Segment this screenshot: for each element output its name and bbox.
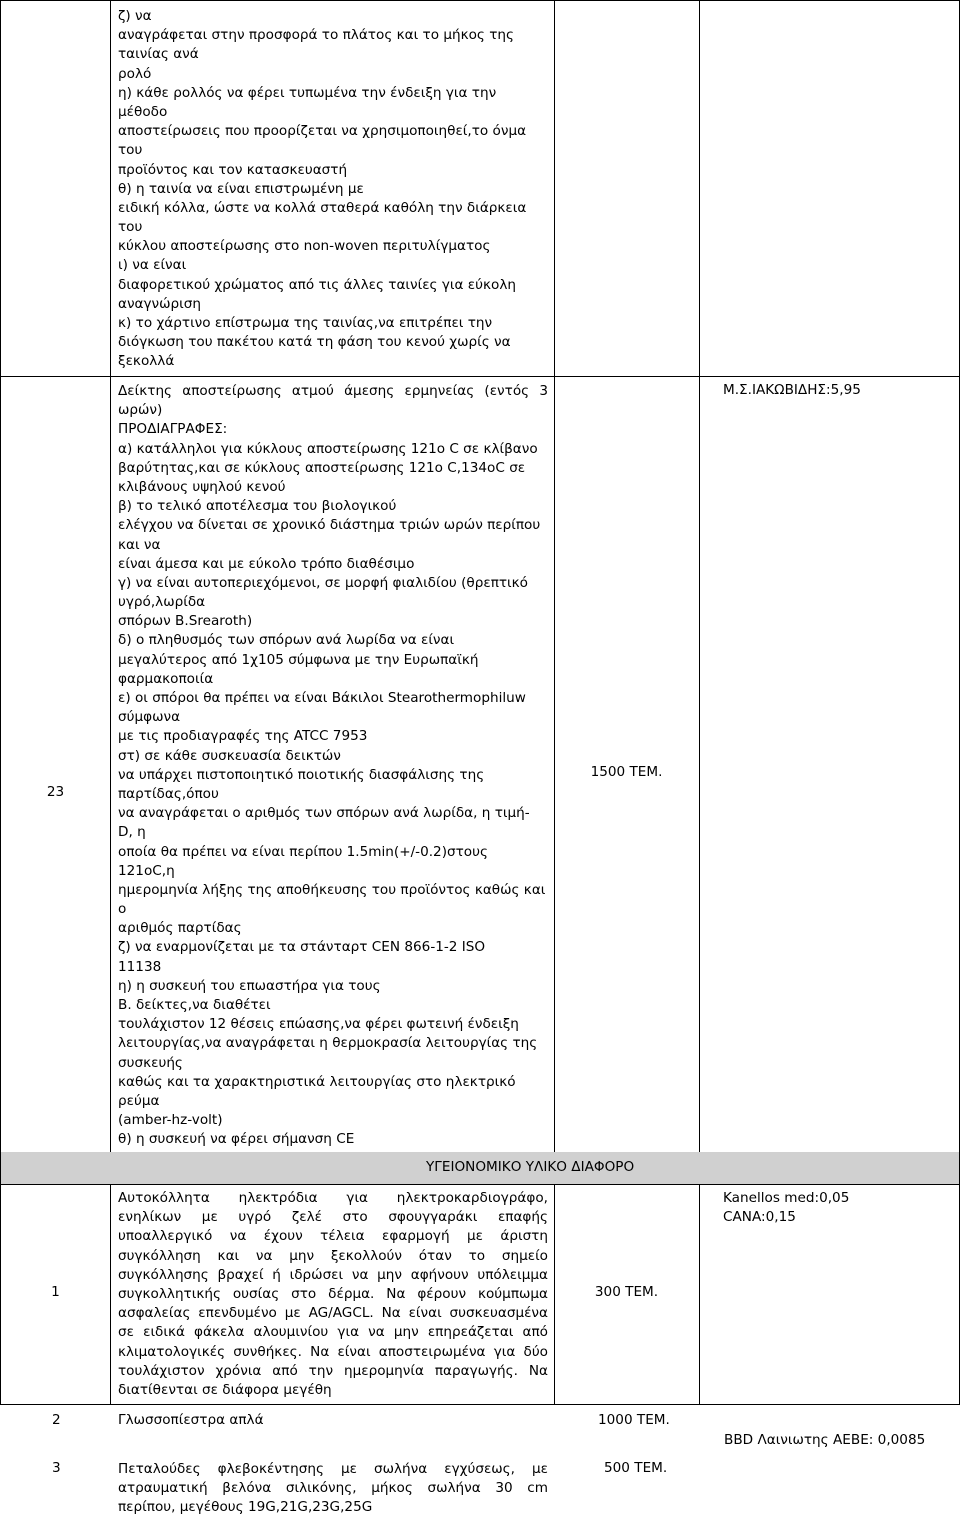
text-line: αναγνώριση [118, 295, 201, 312]
text-line: να αναγράφεται ο αριθμός των σπόρων ανά λωρίδα, η τιμή- [118, 805, 530, 822]
text-line: ταινίας ανά [118, 46, 199, 63]
text-line: 121οC,η [118, 862, 175, 879]
text-line: (amber-hz-volt) [118, 1112, 223, 1129]
text-line: κ) το χάρτινο επίστρωμα της ταινίας,να επιτρέπει την [118, 315, 493, 331]
text-line: Δείκτης αποστείρωσης ατμού άμεσης ερμηνείας (εντός 3 [118, 383, 548, 399]
text-line: κλιβάνους υψηλού κενού [118, 478, 286, 495]
row3-quantity: 500 ΤΕΜ. [604, 1460, 668, 1476]
row1-description-cell [110, 1184, 555, 1405]
text-line: να υπάρχει πιστοποιητικό ποιοτικής διασφάλισης της [118, 766, 485, 783]
text-line: τουλάχιστον χρόνια από την ημερομηνία παραγωγής. Να [118, 1362, 548, 1379]
row3-description [118, 1460, 548, 1518]
text-line: Αυτοκόλλητα ηλεκτρόδια για ηλεκτροκαρδιογράφο, [118, 1190, 548, 1206]
text-line: περίπου, μεγέθους 19G,21G,23G,25G [118, 1499, 373, 1516]
text-line: κύκλου αποστείρωσης στο non-woven περιτυλίγματος [118, 238, 491, 255]
text-line: δ) ο πληθυσμός των σπόρων ανά λωρίδα να είναι [118, 632, 455, 649]
text-line: ατραυματική βελόνα σιλικόνης, μήκος σωλήνα 30 cm [118, 1480, 548, 1497]
text-line: ζ) να εναρμονίζεται με τα στάνταρτ CEN 866-1-2 ISO [118, 939, 486, 956]
section-header-title: ΥΓΕΙΟΝΟΜΙΚΟ ΥΛΙΚΟ ΔΙΑΦΟΡΟ [426, 1159, 635, 1175]
text-line: βαρύτητας,και σε κύκλους αποστείρωσης 121ο C,134οC σε [118, 459, 526, 476]
text-line: τουλάχιστον 12 θέσεις επώασης,να φέρει φωτεινή ένδειξη [118, 1016, 519, 1033]
text-line: συγκόλληση και να μην ξεκολλούν όταν το σημείο [118, 1247, 548, 1264]
row23-quantity-cell [554, 376, 700, 1153]
text-line: ξεκολλά [118, 353, 175, 370]
text-line: του [118, 142, 143, 159]
row1-quantity-cell [554, 1184, 700, 1405]
prev-row-description [118, 7, 526, 372]
text-line: είναι άμεσα και με εύκολο τρόπο διαθέσιμο [118, 555, 415, 572]
row1-supplier-cell [699, 1184, 960, 1405]
text-line: ωρών) [118, 402, 163, 419]
text-line: 11138 [118, 958, 162, 975]
section-header-bar [0, 1152, 960, 1185]
text-line: σύμφωνα [118, 709, 181, 726]
row3-number: 3 [52, 1460, 61, 1476]
text-line: ενηλίκων με υγρό ζελέ στο σφουγγαράκι επαφής [118, 1209, 548, 1226]
text-line: μεγαλύτερος από 1χ105 σύμφωνα με την Ευρωπαϊκή [118, 651, 479, 668]
text-line: σπόρων B.Srearoth) [118, 613, 253, 630]
text-line: αναγράφεται στην προσφορά το πλάτος και το μήκος της [118, 27, 514, 44]
text-line: ε) οι σπόροι θα πρέπει να είναι Βάκιλοι Stearothermophiluw [118, 690, 526, 706]
text-line: προϊόντος και τον κατασκευαστή [118, 161, 348, 178]
text-line: μέθοδο [118, 103, 168, 120]
text-line: οποία θα πρέπει να είναι περίπου 1.5min(+/-0.2)στους [118, 843, 488, 860]
text-line: υγρό,λωρίδα [118, 594, 206, 611]
text-line: ΠΡΟΔΙΑΓΡΑΦΕΣ: [118, 421, 228, 438]
row1-quantity: 300 ΤΕΜ. [594, 1284, 659, 1300]
row23-description-cell [110, 376, 555, 1153]
row2 [0, 1404, 960, 1454]
text-line: ασφαλείας επενδυμένο με AG/AGCL. Να είναι συσκευασμένα [118, 1305, 548, 1322]
text-line: γ) να είναι αυτοπεριεχόμενοι, σε μορφή φιαλιδίου (θρεπτικό [118, 574, 528, 591]
text-line: ζ) να [118, 8, 152, 24]
text-line: με τις προδιαγραφές της ATCC 7953 [118, 728, 368, 745]
text-line: φαρμακοποιία [118, 670, 214, 687]
row23-description [118, 382, 548, 1150]
text-line: συγκόλλησης βραχεί ή ιδρώσει να μην αφήνουν υπόλειμμα [118, 1266, 548, 1283]
text-line: β) το τελικό αποτέλεσμα του βιολογικού [118, 498, 397, 515]
prev-row-description-cell [110, 0, 555, 377]
text-line: αριθμός παρτίδας [118, 920, 242, 937]
text-line: ρεύμα [118, 1092, 160, 1109]
row23-supplier-cell [699, 376, 960, 1153]
row1-description [118, 1189, 548, 1400]
row3 [0, 1454, 960, 1524]
row2-description: Γλωσσοπίεστρα απλά [118, 1412, 264, 1428]
text-line: συσκευής [118, 1054, 183, 1071]
row2-quantity: 1000 ΤΕΜ. [598, 1412, 670, 1428]
text-line: η) κάθε ρολλός να φέρει τυπωμένα την ένδειξη για την [118, 84, 497, 101]
row1-number: 1 [51, 1284, 60, 1300]
text-line: ημερομηνία λήξης της αποθήκευσης του προϊόντος καθώς και [118, 881, 546, 898]
row1-number-cell [0, 1184, 111, 1405]
supplier-line: CANA:0,15 [723, 1209, 796, 1226]
text-line: σε ειδικά φάκελα αλουμινίου για να μην επηρεάζεται από [118, 1324, 548, 1341]
row2-supplier: BBD Λαινιωτης ΑΕΒΕ: 0,0085 [724, 1432, 926, 1448]
text-line: αποστείρωσεις που προορίζεται να χρησιμοποιηθεί,το όνμα [118, 123, 527, 140]
row23-number: 23 [46, 784, 65, 800]
row23-quantity: 1500 ΤΕΜ. [590, 764, 663, 780]
row23-number-cell [0, 376, 111, 1153]
text-line: η) η συσκευή του επωαστήρα για τους [118, 977, 381, 994]
text-line: θ) η ταινία να είναι επιστρωμένη με [118, 180, 364, 197]
text-line: στ) σε κάθε συσκευασία δεικτών [118, 747, 341, 764]
supplier-line: Kanellos med:0,05 [723, 1190, 850, 1206]
text-line: ι) να είναι [118, 257, 187, 274]
text-line: και να [118, 536, 161, 553]
row1-supplier-list [723, 1189, 849, 1227]
text-line: του [118, 219, 143, 236]
text-line: λειτουργίας,να αναγράφεται η θερμοκρασία λειτουργίας της [118, 1035, 538, 1052]
prev-row-supplier-cell [699, 0, 960, 377]
text-line: ειδική κόλλα, ώστε να κολλά σταθερά καθόλη την διάρκεια [118, 199, 527, 216]
text-line: παρτίδας,όπου [118, 785, 219, 802]
text-line: Πεταλούδες φλεβοκέντησης με σωλήνα εγχύσεως, με [118, 1461, 548, 1477]
row2-number: 2 [52, 1412, 61, 1428]
row23-supplier: Μ.Σ.ΙΑΚΩΒΙΔΗΣ:5,95 [723, 382, 861, 398]
text-line: διόγκωση του πακέτου κατά τη φάση του κενού χωρίς να [118, 334, 511, 351]
text-line: θ) η συσκευή να φέρει σήμανση CE [118, 1131, 355, 1148]
text-line: ο [118, 901, 127, 918]
text-line: κλιματολογικές συνθήκες. Να είναι αποστειρωμένα για δύο [118, 1343, 548, 1360]
text-line: α) κατάλληλοι για κύκλους αποστείρωσης 121ο C σε κλίβανο [118, 440, 538, 457]
text-line: διαφορετικού χρώματος από τις άλλες ταινίες για εύκολη [118, 276, 516, 293]
text-line: ελέγχου να δίνεται σε χρονικό διάστημα τριών ωρών περίπου [118, 517, 541, 534]
text-line: υποαλλεργικό να έχουν τέλεια εφαρμογή με άριστη [118, 1228, 548, 1245]
text-line: Β. δείκτες,να διαθέτει [118, 997, 271, 1013]
prev-row-quantity-cell [554, 0, 700, 377]
text-line: συγκολλητικής ουσίας στο δέρμα. Να φέρουν κούμπωμα [118, 1285, 548, 1302]
prev-row-number-cell [0, 0, 111, 377]
text-line: καθώς και τα χαρακτηριστικά λειτουργίας στο ηλεκτρικό [118, 1073, 516, 1090]
text-line: διατίθενται σε διάφορα μεγέθη [118, 1381, 332, 1398]
text-line: ρολό [118, 65, 152, 82]
text-line: D, η [118, 824, 146, 841]
